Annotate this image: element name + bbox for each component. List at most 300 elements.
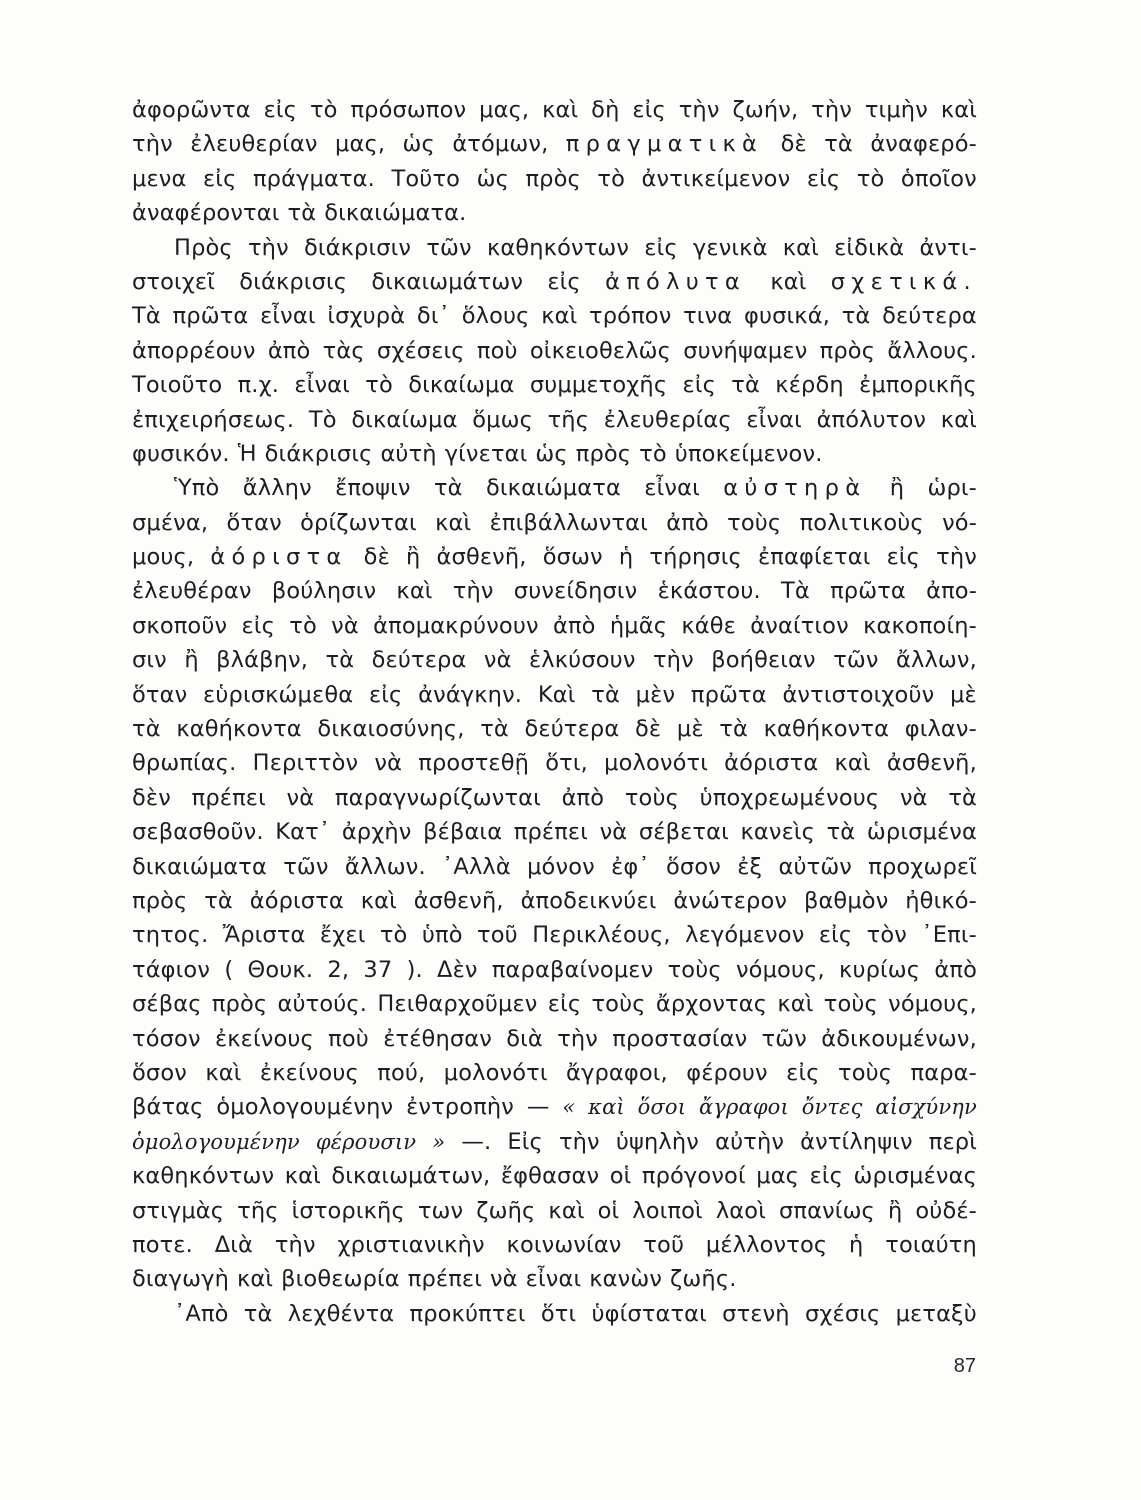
word: ὅσον	[132, 1059, 187, 1086]
word: ὅσοι	[637, 1095, 687, 1120]
word: αἰσχύνην	[875, 1095, 977, 1120]
word: ἀτόμων,	[452, 131, 549, 158]
book-page-text	[132, 93, 977, 1331]
word: τὰ	[591, 681, 620, 708]
word: κάθε	[681, 612, 736, 639]
text-line	[132, 1022, 977, 1056]
word: ὁποῖον	[900, 165, 977, 192]
word: μους,	[132, 544, 195, 571]
word: τήρησις	[649, 544, 742, 571]
word: φέρουν	[686, 1059, 768, 1086]
word: μόνον	[527, 853, 595, 880]
word: βάτας	[132, 1094, 204, 1121]
word: αὐστηρὰ	[723, 475, 867, 502]
word: καὶ	[284, 1163, 321, 1190]
word: ).	[406, 956, 423, 983]
word: ἀδικουμένων,	[821, 1025, 977, 1052]
word: τὴν	[132, 131, 173, 158]
word: μας	[756, 1163, 800, 1190]
word: ὅτι,	[545, 750, 588, 777]
word: τῶν	[283, 853, 329, 880]
word: τῶν	[426, 234, 472, 261]
word: καὶ	[396, 578, 433, 605]
word: εἰς	[809, 1163, 843, 1190]
word: καὶ	[435, 509, 472, 536]
word: αὐτῶν	[778, 853, 853, 880]
word: βλάβην,	[216, 647, 309, 674]
text-line	[132, 334, 977, 368]
word: δεύτερα	[882, 303, 977, 330]
word: ὅσον	[666, 853, 721, 880]
word: ἐτέθησαν	[383, 1025, 492, 1052]
word: Τοῦτο	[391, 165, 461, 192]
word: ὑποκείμενον.	[674, 440, 823, 467]
word: πρὸς	[819, 337, 876, 364]
word: τὸ	[856, 165, 885, 192]
word: φυσικά,	[743, 303, 830, 330]
word: ὑπὸ	[421, 922, 463, 949]
word: τὰ	[948, 784, 977, 811]
word: οἱ	[609, 1163, 632, 1190]
word: ὄντες	[801, 1095, 863, 1120]
word: δικαιώματα.	[324, 200, 467, 227]
word: Θουκ.	[247, 956, 314, 983]
word: ὅσων	[542, 544, 603, 571]
text-line	[132, 93, 977, 127]
word: τὴν	[678, 97, 720, 123]
word: ὑψηλὴν	[615, 1128, 700, 1155]
word: —.	[461, 1128, 492, 1155]
word: καὶ	[237, 1266, 274, 1293]
word: καὶ	[360, 887, 397, 914]
word: πρὸς	[525, 165, 581, 192]
word: παραβαίνομεν	[491, 956, 654, 983]
word: εἰς	[786, 1059, 820, 1086]
word: τὸ	[365, 372, 393, 399]
word: βούλησιν	[271, 578, 377, 605]
word: νὰ	[286, 784, 315, 811]
word: σχετικά.	[830, 268, 977, 295]
word: ἄγραφοι,	[566, 1059, 668, 1086]
word: ἀπόλυτον	[816, 406, 927, 433]
word: 2,	[327, 956, 350, 983]
word: ἀφορῶντα	[132, 97, 251, 123]
word: ζωήν,	[732, 97, 799, 123]
word: τὸ	[379, 922, 408, 949]
text-line	[132, 1194, 977, 1228]
word: τοὺς	[667, 956, 722, 983]
text-line	[132, 1056, 977, 1090]
text-line	[132, 1228, 977, 1262]
word: ἀόριστα	[210, 544, 348, 571]
word: πρὸς	[211, 991, 268, 1018]
text-line	[132, 918, 977, 952]
word: τοὺς	[624, 784, 679, 811]
word: ἀπὸ	[666, 509, 709, 536]
word: π.χ.	[237, 372, 280, 399]
word: σέβεται	[638, 819, 729, 846]
word: τινα	[683, 303, 733, 330]
word: ὑφίσταται	[591, 1300, 707, 1327]
word: τοὺς	[591, 991, 646, 1018]
word: νό-	[942, 509, 977, 536]
word: δικαιωμάτων	[371, 268, 524, 295]
word: Δὲν	[437, 956, 478, 983]
word: ἀρχὴν	[341, 819, 412, 846]
word: στιγμὰς	[132, 1197, 225, 1224]
text-line	[132, 953, 977, 987]
word: καθήκοντα	[763, 716, 890, 743]
word: τοὺς	[838, 1059, 893, 1086]
word: τῆς	[237, 1197, 279, 1224]
word: λαοὶ	[715, 1197, 766, 1224]
word: Πρὸς	[174, 234, 233, 261]
text-line	[132, 1090, 977, 1124]
word: Περικλέους,	[532, 922, 671, 949]
page-number: 87	[953, 1355, 976, 1377]
word: τὰ	[287, 200, 317, 227]
word: λοιποὶ	[632, 1197, 703, 1224]
word: μολονότι	[443, 1059, 548, 1086]
word: τὸν	[866, 922, 907, 949]
word: ἀσθενῆ,	[886, 750, 977, 777]
word: δὴ	[591, 97, 620, 123]
word: ἀπὸ	[561, 784, 605, 811]
word: εἰς	[818, 922, 853, 949]
word: σέβας	[132, 991, 202, 1018]
word: εἰς	[806, 165, 841, 192]
word: »	[432, 1129, 446, 1154]
word: Ἄριστα	[222, 922, 306, 949]
word: σχέσεις	[376, 337, 465, 364]
word: νὰ	[374, 750, 403, 777]
word: πρέπει	[513, 819, 588, 846]
word: ἐμπορικῆς	[859, 372, 977, 399]
word: ὅτι	[540, 1300, 577, 1327]
word: καθήκοντα	[176, 716, 302, 743]
word: καθηκόντων	[132, 1163, 275, 1190]
word: τὰ	[480, 716, 509, 743]
word: δεύτερα	[524, 716, 620, 743]
word: σμένα,	[132, 509, 209, 536]
word: ὁμολογουμένην	[216, 1094, 394, 1121]
word: ἀναίτιον	[750, 612, 849, 639]
word: Ὑπὸ	[174, 475, 220, 502]
word: τοιαύτη	[885, 1231, 977, 1258]
word: ἐλευθερίαν	[190, 131, 318, 158]
word: λεχθέντα	[287, 1300, 395, 1327]
word: ἰσχυρὰ	[327, 303, 406, 330]
word: δὲν	[132, 784, 171, 811]
word: τὰ	[719, 716, 748, 743]
word: ἐπαφίεται	[758, 544, 871, 571]
word: καὶ	[782, 234, 819, 261]
word: 37	[363, 956, 393, 983]
word: προστασίαν	[612, 1025, 748, 1052]
word: ποὺ	[476, 337, 518, 364]
word: βιοθεωρία	[281, 1266, 400, 1293]
word: σπανίως	[779, 1197, 875, 1224]
word: ἢ	[184, 647, 199, 674]
word: τιμὴν	[864, 97, 928, 123]
word: δι᾽	[416, 303, 450, 330]
word: ὁρίζωνται	[300, 509, 417, 536]
word: εἰς	[644, 234, 678, 261]
word: καὶ	[588, 1095, 625, 1120]
word: καὶ	[770, 268, 807, 295]
word: πρῶτα	[830, 578, 906, 605]
word: ἡμᾶς	[609, 612, 668, 639]
text-line	[132, 987, 977, 1021]
word: πρὸς	[575, 440, 632, 467]
word: Κατ᾽	[275, 819, 331, 846]
word: τάφιον	[132, 956, 211, 983]
word: εἶναι	[525, 1266, 582, 1293]
word: (	[224, 956, 234, 983]
text-line	[132, 540, 977, 574]
word: προστεθῇ	[418, 750, 530, 777]
word: ἢ	[406, 544, 421, 571]
word: σκοποῦν	[132, 612, 228, 639]
word: τοῦ	[643, 1231, 685, 1258]
word: πρέπει	[407, 1266, 482, 1293]
word: ἀόριστα	[249, 887, 344, 914]
word: τῆς	[547, 406, 590, 433]
word: ἔχει	[319, 922, 366, 949]
word: ὅμως	[472, 406, 533, 433]
word: ἀπὸ	[267, 337, 311, 364]
word: ἀντι-	[919, 234, 977, 261]
word: τὴν	[558, 1128, 600, 1155]
word: ἄλλην	[242, 475, 312, 502]
word: καὶ	[541, 303, 578, 330]
word: φιλαν-	[904, 716, 977, 743]
word: εἰς	[263, 97, 298, 123]
word: εἶναι	[746, 406, 802, 433]
word: ἔποψιν	[335, 475, 411, 502]
word: κανὼν	[589, 1266, 663, 1293]
text-line	[132, 471, 977, 505]
word: μεταξὺ	[895, 1300, 977, 1327]
word: φυσικόν.	[132, 440, 230, 467]
word: πράγματα.	[252, 165, 375, 192]
word: δεύτερα	[371, 647, 467, 674]
word: καθηκόντων	[486, 234, 630, 261]
word: ἀντιστοιχοῦν	[782, 681, 935, 708]
word: εἶναι	[260, 303, 316, 330]
word: ἠθικό-	[905, 887, 977, 914]
word: τὸ	[639, 440, 667, 467]
word: εἶναι	[644, 475, 700, 502]
word: ἐπιβάλλωνται	[489, 509, 648, 536]
word: ἀσθενῆ,	[436, 544, 527, 571]
word: νόμους,	[735, 956, 825, 983]
word: ὅλους	[461, 303, 530, 330]
word: λεγόμενον	[685, 922, 805, 949]
text-line	[132, 850, 977, 884]
word: συμμετοχῆς	[529, 372, 668, 399]
word: ὡρισμένα	[866, 819, 977, 846]
word: σεβασθοῦν.	[132, 819, 264, 846]
word: ἡ	[618, 544, 634, 571]
word: ἄλλων,	[896, 647, 977, 674]
word: καὶ	[777, 991, 814, 1018]
word: τητος.	[132, 922, 209, 949]
word: τὰ	[204, 887, 233, 914]
word: τὰ	[132, 716, 161, 743]
word: κανεὶς	[740, 819, 816, 846]
text-line	[132, 1125, 977, 1159]
word: ᾽Αλλὰ	[442, 853, 511, 880]
text-line	[132, 127, 977, 161]
word: μολονότι	[604, 750, 708, 777]
word: διάκρισις	[264, 440, 373, 467]
word: εἰς	[241, 612, 275, 639]
word: τρόπον	[589, 303, 672, 330]
word: σιν	[132, 647, 167, 674]
word: μέλλοντος	[705, 1231, 828, 1258]
word: ἀντίληψιν	[800, 1128, 913, 1155]
text-line	[132, 265, 977, 299]
word: αὐτούς.	[277, 991, 368, 1018]
word: δικαιοσύνης,	[317, 716, 465, 743]
word: καὶ	[205, 1059, 242, 1086]
word: ἐφ᾽	[611, 853, 650, 880]
word: τῶν	[833, 647, 879, 674]
word: πολιτικοὺς	[799, 509, 924, 536]
word: ᾽Απὸ	[174, 1300, 229, 1327]
word: πρόσωπον	[350, 97, 467, 123]
word: εἰς	[547, 268, 581, 295]
word: τὴν	[557, 1025, 599, 1052]
word: τὸ	[309, 97, 338, 123]
word: θρωπίας.	[132, 750, 237, 777]
word: τὴν	[452, 578, 494, 605]
word: ἢ	[889, 475, 905, 502]
word: τὰ	[243, 1300, 273, 1327]
word: ἀπόλυτα	[605, 268, 747, 295]
word: μενα	[132, 165, 187, 192]
word: πού,	[377, 1059, 426, 1086]
word: καὶ	[542, 97, 579, 123]
word: εἰς	[203, 165, 237, 192]
word: σχέσις	[804, 1300, 881, 1327]
word: τὰ	[731, 372, 760, 399]
word: ὡς	[402, 131, 435, 158]
word: οἱ	[597, 1197, 620, 1224]
word: εἶναι	[294, 372, 350, 399]
word: τὸ	[597, 165, 626, 192]
word: ἀπομακρύνουν	[373, 612, 539, 639]
word: δὲ	[634, 716, 662, 743]
word: Τὸ	[308, 406, 337, 433]
word: συνείδησιν	[513, 578, 638, 605]
word: τὴν	[247, 234, 289, 261]
word: τὴν	[274, 1231, 316, 1258]
text-line	[132, 1262, 977, 1296]
word: ἀπο-	[926, 578, 977, 605]
word: βέβαια	[423, 819, 503, 846]
word: τόσον	[132, 1025, 201, 1052]
word: αὐτὴ	[380, 440, 437, 467]
word: ἐκείνους	[214, 1025, 314, 1052]
word: ἀπορρέουν	[132, 337, 256, 364]
word: Καὶ	[537, 681, 576, 708]
word: Τὰ	[132, 303, 161, 330]
word: ὑποχρεωμένους	[699, 784, 880, 811]
word: Διὰ	[214, 1231, 254, 1258]
word: μας,	[335, 131, 386, 158]
word: ὅταν	[226, 509, 282, 536]
word: οἰκειοθελῶς	[529, 337, 672, 364]
word: νὰ	[599, 819, 628, 846]
word: διάκρισιν	[303, 234, 412, 261]
word: μὲ	[676, 716, 704, 743]
word: πρῶτα	[690, 681, 767, 708]
word: στενὴ	[722, 1300, 790, 1327]
word: ὁμολογουμένην	[132, 1129, 300, 1154]
word: τοὺς	[727, 509, 782, 536]
word: τὰ	[826, 819, 856, 846]
word: περὶ	[928, 1128, 977, 1155]
word: πρῶτα	[172, 303, 249, 330]
word: πρὸς	[132, 887, 188, 914]
text-line	[132, 712, 977, 746]
word: πραγματικὰ	[565, 131, 764, 158]
word: Ἡ	[237, 440, 257, 467]
text-line	[132, 368, 977, 402]
word: νόμους,	[888, 991, 977, 1018]
word: τὰ	[824, 131, 853, 158]
word: ἀόριστα	[724, 750, 819, 777]
word: γίνεται	[444, 440, 528, 467]
word: προχωρεῖ	[868, 853, 977, 880]
text-line	[132, 1297, 977, 1331]
text-line	[132, 162, 977, 196]
text-line	[132, 781, 977, 815]
word: ἀντικείμενον	[641, 165, 791, 192]
word: μὲν	[635, 681, 676, 708]
word: κακοποίη-	[863, 612, 977, 639]
word: εὑρισκώμεθα	[203, 681, 354, 708]
word: ἀσθενῆ,	[413, 887, 504, 914]
word: ἢ	[887, 1197, 903, 1224]
word: ἑλκύσουν	[528, 647, 636, 674]
word: κυρίως	[839, 956, 921, 983]
word: νὰ	[331, 612, 359, 639]
word: καὶ	[940, 97, 977, 123]
word: —	[526, 1094, 550, 1121]
word: διαγωγὴ	[132, 1266, 229, 1293]
word: τὴν	[936, 544, 977, 571]
text-line	[132, 678, 977, 712]
word: δικαιώματα	[132, 853, 267, 880]
word: νὰ	[899, 784, 928, 811]
word: εἰς	[547, 991, 582, 1018]
word: ἐξ	[737, 853, 763, 880]
word: πρέπει	[191, 784, 266, 811]
word: ἄλλους.	[887, 337, 977, 364]
word: δικαίωμα	[351, 406, 458, 433]
word: ζωῆς	[476, 1197, 536, 1224]
word: εἰδικὰ	[834, 234, 905, 261]
text-line	[132, 196, 977, 230]
word: ἱστορικῆς	[291, 1197, 405, 1224]
word: ζωῆς.	[670, 1266, 737, 1293]
word: ἀνάγκην.	[418, 681, 523, 708]
word: τὴν	[652, 647, 694, 674]
text-line	[132, 815, 977, 849]
